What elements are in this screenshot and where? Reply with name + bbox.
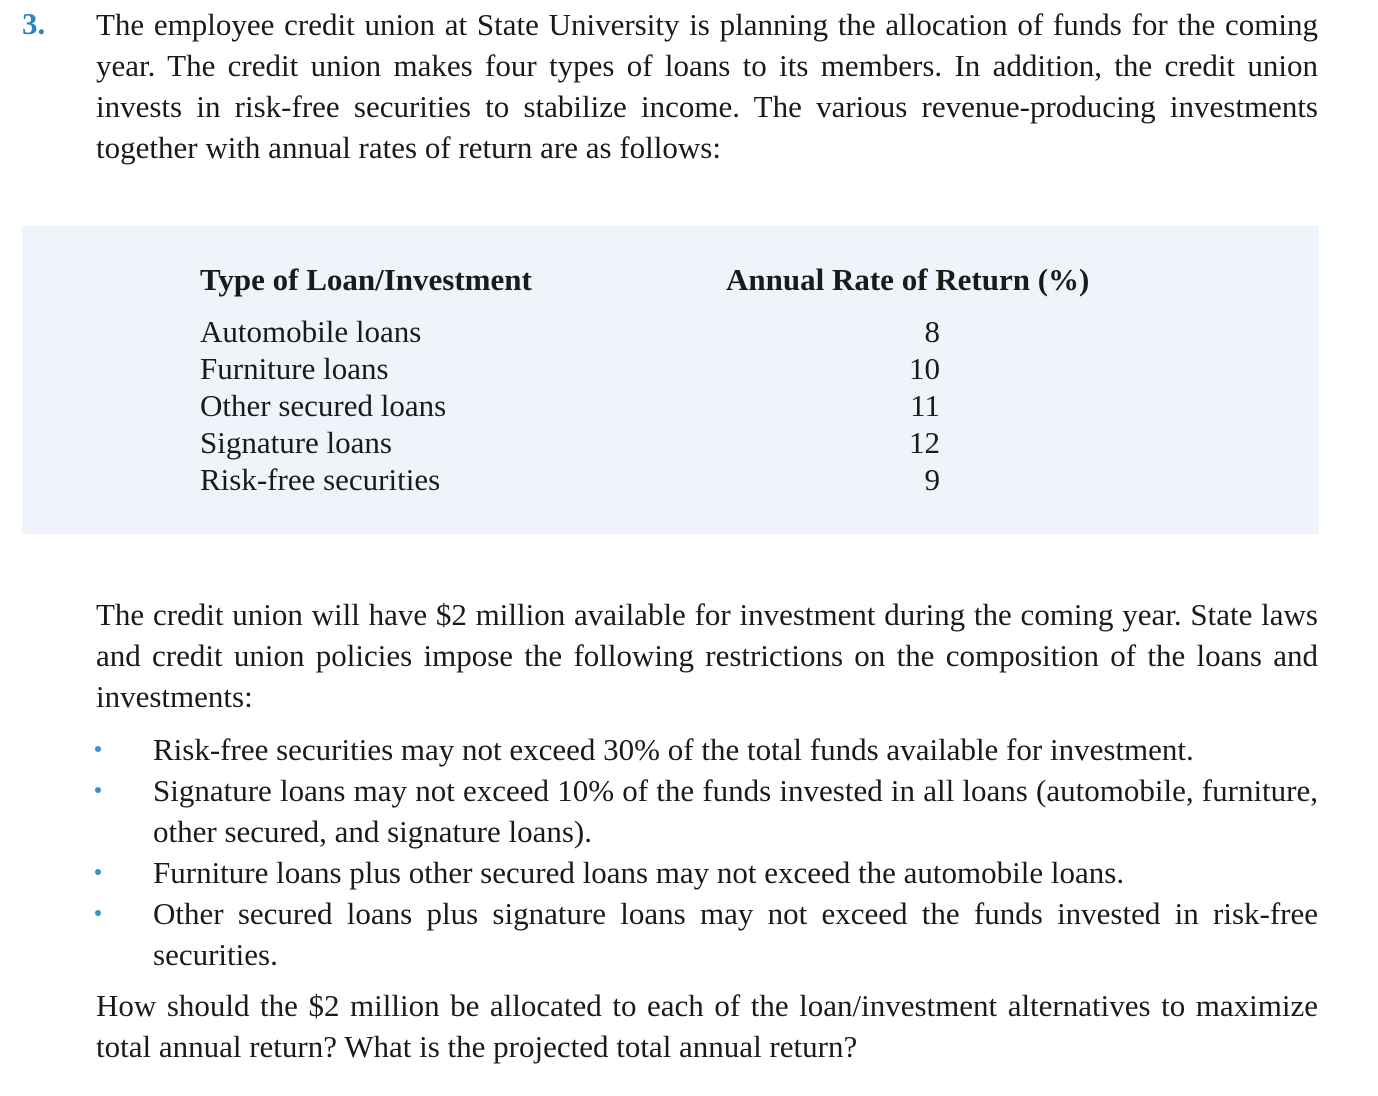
funds-paragraph: The credit union will have $2 million available for investment during the coming year. State laws and credit union policies impose the following restrictions on the composition of the loans and investments: [96,597,1318,714]
bullet-icon [95,746,101,752]
table-row [200,388,940,425]
loan-type-cell: Furniture loans [200,351,389,386]
question-paragraph: How should the $2 million be allocated to each of the loan/investment alternatives to maximize total annual return? What is the projected total annual return? [96,988,1318,1064]
rate-cell: 10 [909,351,940,386]
table-row [200,462,940,499]
table-header-type: Type of Loan/Investment [200,262,532,297]
problem-intro: The employee credit union at State University is planning the allocation of funds for the coming year. The credit union makes four types of loans to its members. In addition, the credit union invests in risk-free securities to stabilize income. The various revenue-producing investments together with annual rates of return are as follows: [96,7,1318,165]
table-row [200,351,940,388]
loan-type-cell: Signature loans [200,425,392,460]
restriction-text: Other secured loans plus signature loans may not exceed the funds invested in risk-free securities. [153,896,1318,972]
rate-cell: 8 [924,314,940,349]
table-row [200,425,940,462]
restriction-text: Risk-free securities may not exceed 30% of the total funds available for investment. [153,732,1194,767]
rate-cell: 9 [924,462,940,497]
loan-type-cell: Risk-free securities [200,462,441,497]
table-row [200,314,940,351]
rate-cell: 11 [910,388,940,423]
problem-number: 3. [22,6,46,41]
table-header-rate: Annual Rate of Return (%) [726,262,1090,297]
loan-type-cell: Other secured loans [200,388,447,423]
restriction-text: Furniture loans plus other secured loans may not exceed the automobile loans. [153,855,1125,890]
restriction-text: Signature loans may not exceed 10% of the funds invested in all loans (automobile, furniture, other secured, and signature loans). [153,773,1318,849]
rate-cell: 12 [909,425,940,460]
bullet-icon [95,869,101,875]
bullet-icon [95,910,101,916]
bullet-icon [95,787,101,793]
loan-type-cell: Automobile loans [200,314,422,349]
